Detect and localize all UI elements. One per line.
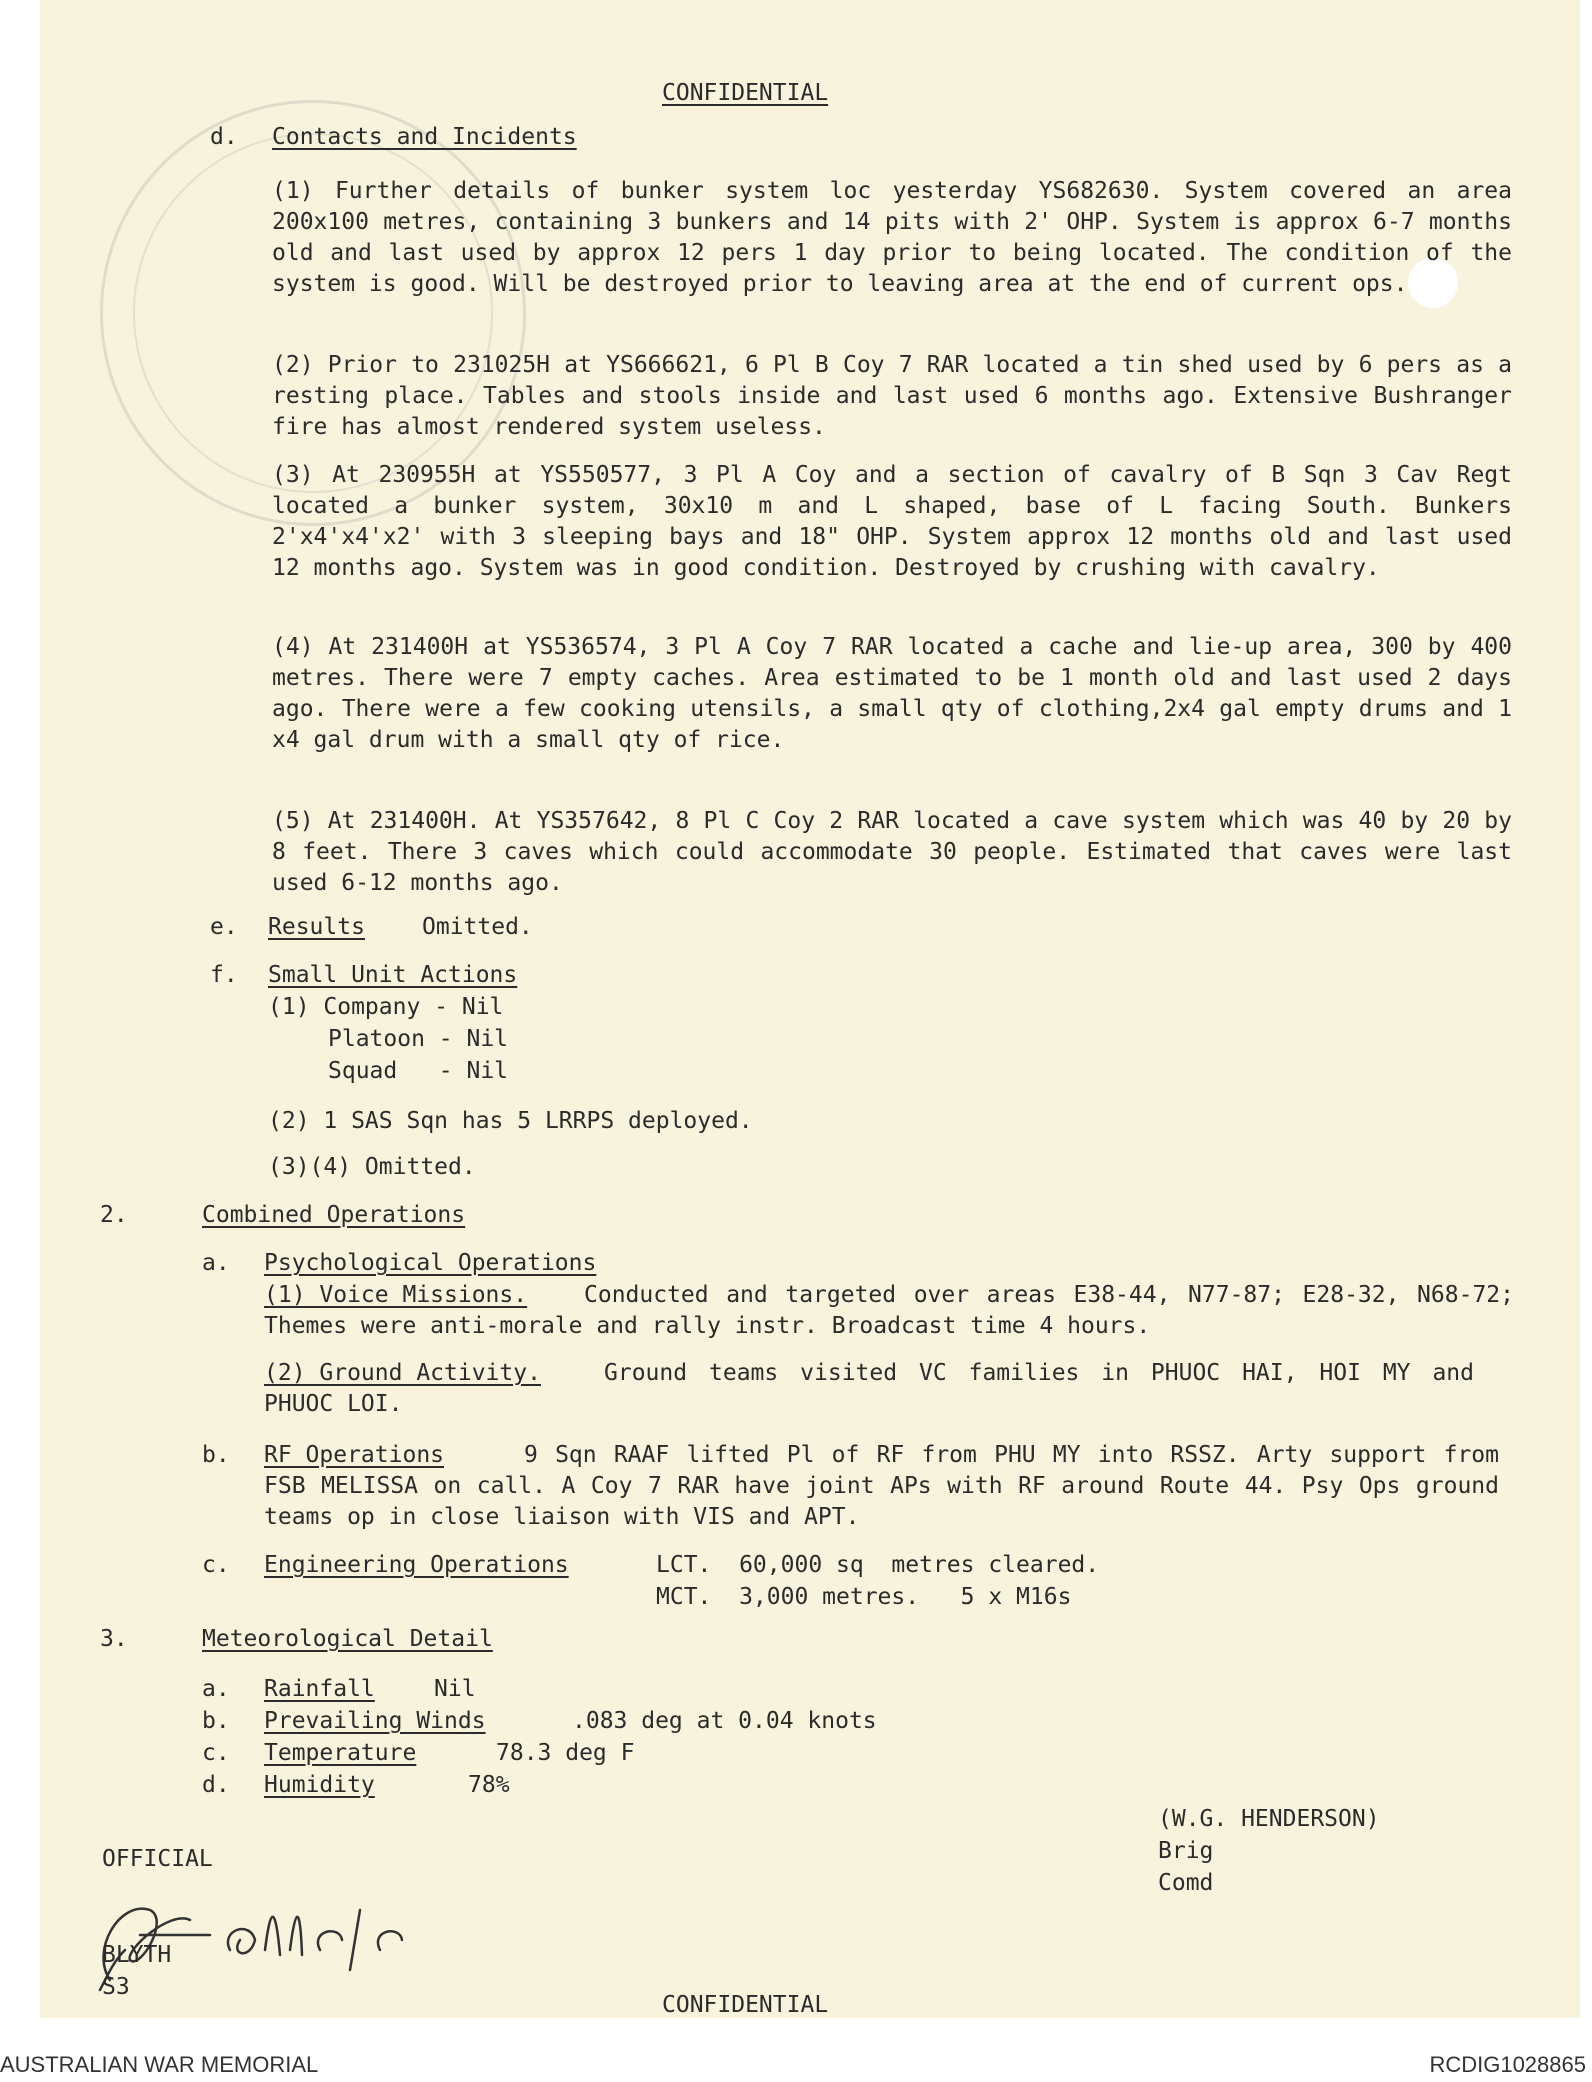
official-role: S3 — [102, 1974, 130, 2000]
met-label-d: d. — [202, 1772, 230, 1798]
met-label-c: c. — [202, 1740, 230, 1766]
met-value-rainfall: Nil — [434, 1676, 476, 1702]
section-2c-title: Engineering Operations — [264, 1552, 569, 1578]
incident-3: (3) At 230955H at YS550577, 3 Pl A Coy and a section of cavalry of B Sqn 3 Cav Regt located a bunker system, 30x10 m and L shaped, base of L facing South. Bunkers 2'x4'x4'x2' with 3 sleeping bays and 18" OHP. System approx 12 months old and last used 12 months ago. System was in good condition. Destroyed by crushing with cavalry. — [272, 462, 1512, 581]
section-e-title: Results — [268, 914, 365, 940]
official-name: BLYTH — [102, 1942, 172, 1968]
voice-missions-text: Conducted and targeted over areas E38-44, N77-87; E28-32, N68-72; Themes were anti-morale and rally instr. Broadcast time 4 hours. — [264, 1282, 1514, 1339]
section-f-line-4: (2) 1 SAS Sqn has 5 LRRPS deployed. — [268, 1108, 753, 1134]
section-3-title: Meteorological Detail — [202, 1626, 493, 1652]
header-classification: CONFIDENTIAL — [662, 80, 829, 106]
section-2a-label: a. — [202, 1250, 230, 1276]
document-page — [40, 0, 1580, 2018]
archive-caption-bar — [0, 2046, 1592, 2082]
voice-missions-title: (1) Voice Missions. — [264, 1282, 528, 1308]
incident-1: (1) Further details of bunker system loc yesterday YS682630. System covered an area 200x100 metres, containing 3 bunkers and 14 pits with 2' OHP. System is approx 6-7 months old and last used by approx 12 pers 1 day prior to being located. The condition of the system is good. Will be destroyed prior to leaving area at the end of current ops. — [272, 178, 1512, 297]
section-2-number: 2. — [100, 1202, 128, 1228]
met-value-winds: .083 deg at 0.04 knots — [572, 1708, 877, 1734]
document-body — [40, 0, 1580, 2018]
met-title-winds: Prevailing Winds — [264, 1708, 486, 1734]
met-label-b: b. — [202, 1708, 230, 1734]
ground-activity-title: (2) Ground Activity. — [264, 1360, 541, 1386]
section-2c-line-2: MCT. 3,000 metres. 5 x M16s — [656, 1584, 1072, 1610]
signature-rank: Brig — [1158, 1838, 1214, 1864]
section-f-title: Small Unit Actions — [268, 962, 518, 988]
section-e-text: Omitted. — [422, 914, 533, 940]
section-2b-label: b. — [202, 1442, 230, 1468]
signature-name: (W.G. HENDERSON) — [1158, 1806, 1380, 1832]
section-2b-text: 9 Sqn RAAF lifted Pl of RF from PHU MY into RSSZ. Arty support from FSB MELISSA on call. A Coy 7 RAR have joint APs with RF around Route 44. Psy Ops ground teams op in close liaison with VIS and APT. — [264, 1442, 1499, 1530]
met-value-temperature: 78.3 deg F — [496, 1740, 635, 1766]
section-f-line-3: Squad - Nil — [328, 1058, 509, 1084]
section-d-title: Contacts and Incidents — [272, 124, 577, 150]
section-d-label: d. — [210, 124, 238, 150]
section-f-line-2: Platoon - Nil — [328, 1026, 509, 1052]
section-f-label: f. — [210, 962, 238, 988]
incident-4: (4) At 231400H at YS536574, 3 Pl A Coy 7 RAR located a cache and lie-up area, 300 by 400 metres. There were 7 empty caches. Area estimated to be 1 month old and last used 2 days ago. There were a few cooking utensils, a small qty of clothing,2x4 gal empty drums and 1 x4 gal drum with a small qty of rice. — [272, 634, 1512, 753]
section-2a-title: Psychological Operations — [264, 1250, 597, 1276]
met-title-temperature: Temperature — [264, 1740, 417, 1766]
section-f-line-5: (3)(4) Omitted. — [268, 1154, 476, 1180]
incident-2: (2) Prior to 231025H at YS666621, 6 Pl B Coy 7 RAR located a tin shed used by 6 pers as a resting place. Tables and stools inside and last used 6 months ago. Extensive Bushranger fire has almost rendered system useless. — [272, 352, 1512, 440]
archive-id: RCDIG1028865 — [1429, 2052, 1586, 2077]
archive-source: AUSTRALIAN WAR MEMORIAL — [0, 2052, 319, 2077]
section-2b-title: RF Operations — [264, 1442, 445, 1468]
incident-5: (5) At 231400H. At YS357642, 8 Pl C Coy 2 RAR located a cave system which was 40 by 20 by 8 feet. There 3 caves which could accommodate 30 people. Estimated that caves were last used 6-12 months ago. — [272, 808, 1512, 896]
section-3-number: 3. — [100, 1626, 128, 1652]
met-title-rainfall: Rainfall — [264, 1676, 375, 1702]
section-2-title: Combined Operations — [202, 1202, 466, 1228]
section-f-line-1: (1) Company - Nil — [268, 994, 504, 1020]
footer-classification: CONFIDENTIAL — [662, 1992, 829, 2018]
section-2c-label: c. — [202, 1552, 230, 1578]
section-2c-line-1: LCT. 60,000 sq metres cleared. — [656, 1552, 1100, 1578]
ground-activity-text: Ground teams visited VC families in PHUOC HAI, HOI MY and PHUOC LOI. — [264, 1360, 1474, 1417]
met-value-humidity: 78% — [468, 1772, 510, 1798]
met-title-humidity: Humidity — [264, 1772, 375, 1798]
signature-role: Comd — [1158, 1870, 1214, 1896]
official-label: OFFICIAL — [102, 1846, 213, 1872]
met-label-a: a. — [202, 1676, 230, 1702]
section-e-label: e. — [210, 914, 238, 940]
